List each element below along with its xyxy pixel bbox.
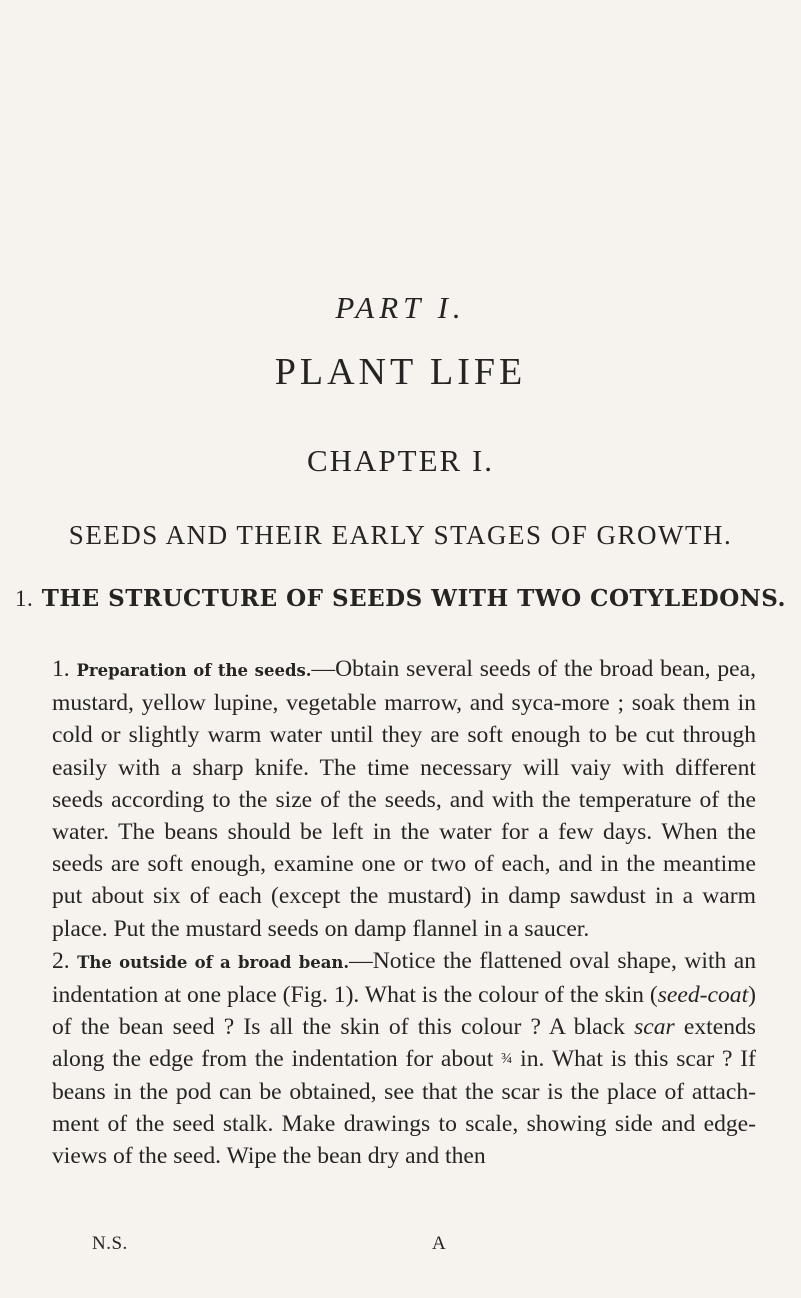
paragraph-text: in. What is this scar ? If beans in the pod can be obtained, see that the scar is the place of attach-ment of the seed stalk. Make drawings to scale, showing side and edge-views of the seed. Wipe the bean dry and then (52, 1046, 757, 1170)
paragraph-text: —Obtain several seeds of the broad bean, pea, mustard, yellow lupine, vegetable marrow, and syca-more ; soak them in cold or slightly warm water until they are soft enough to be cut through easily with a sharp knife. The time necessary will vaiy with different seeds according to the size of the seeds, and with the temperature of the water. The beans should be left in the water for a few days. When the seeds are soft enough, examine one or two of each, and in the meantime put about six of each (except the mustard) in damp sawdust in a warm place. Put the mustard seeds on damp flannel in a saucer. (52, 656, 756, 942)
paragraph-text: —Notice the flattened oval shape, with an indentation at one place (Fig. 1). What is the colour of the skin ( (52, 947, 756, 1009)
signature-letter: A (432, 1233, 446, 1254)
chapter-title: CHAPTER I. (306, 443, 495, 478)
section-heading (0, 581, 801, 616)
book-title: PLANT LIFE (274, 351, 527, 393)
italic-term: seed-coat (657, 982, 749, 1009)
chapter-subtitle: SEEDS AND THEIR EARLY STAGES OF GROWTH. (68, 520, 733, 550)
fraction: ¾ (501, 1051, 513, 1068)
paragraph-text: ) of the bean seed ? Is all the skin of this colour ? A black (52, 982, 756, 1041)
italic-term: scar (634, 1014, 675, 1041)
section-heading-text: THE STRUCTURE OF SEEDS WITH TWO COTYLEDONS. (41, 585, 787, 612)
body-text (52, 653, 756, 1172)
part-title: PART I. (335, 290, 466, 325)
signature-mark: N.S. (92, 1233, 128, 1254)
paragraph-text: extends along the edge from the indentation for about (52, 1014, 756, 1073)
section-number: 1. (14, 586, 34, 611)
paragraph-1 (52, 653, 756, 945)
paragraph-label: The outside of a broad bean. (77, 952, 350, 972)
paragraph-number: 1. (52, 656, 70, 682)
paragraph-label: Preparation of the seeds. (76, 661, 312, 680)
paragraph-2 (52, 945, 756, 1172)
paragraph-number: 2. (52, 947, 70, 974)
